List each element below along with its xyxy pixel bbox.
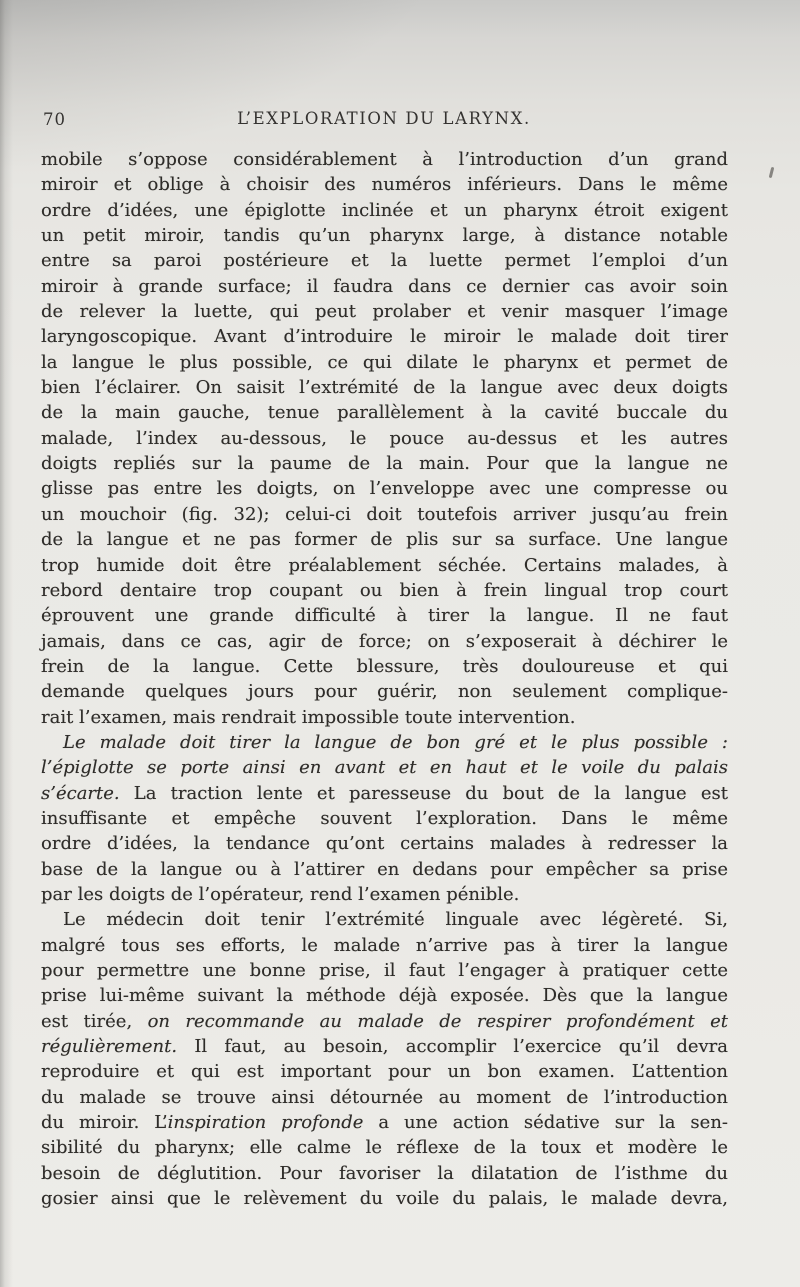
text-segment: trop humide doit être préalablement séchée. Certains malades, à	[41, 554, 728, 576]
text-segment: un mouchoir (fig. 32); celui-ci doit toutefois arriver jusqu’au frein	[41, 503, 728, 525]
text-block	[41, 147, 728, 1211]
italic-text-segment: Le malade doit tirer la langue de bon gré et le plus possible :	[63, 731, 728, 753]
text-line	[41, 1135, 728, 1160]
text-segment: Le médecin doit tenir l’extrémité linguale avec légèreté. Si,	[63, 909, 728, 931]
text-line	[41, 730, 728, 755]
text-segment: jamais, dans ce cas, agir de force; on s’exposerait à déchirer le	[41, 630, 728, 652]
text-line	[41, 1085, 728, 1110]
italic-text-segment: régulièrement.	[41, 1036, 178, 1058]
text-segment: demande quelques jours pour guérir, non seulement complique-	[41, 681, 728, 703]
text-line	[41, 1034, 728, 1059]
text-segment: laryngoscopique. Avant d’introduire le miroir le malade doit tirer	[41, 326, 728, 348]
text-line	[41, 933, 728, 958]
text-segment: par les doigts de l’opérateur, rend l’examen pénible.	[41, 883, 520, 905]
text-segment: glisse pas entre les doigts, on l’enveloppe avec une compresse ou	[41, 478, 728, 500]
text-segment: mobile s’oppose considérablement à l’introduction d’un grand	[41, 149, 728, 170]
text-line	[41, 248, 728, 273]
text-segment: un petit miroir, tandis qu’un pharynx large, à distance notable	[41, 225, 728, 247]
text-line	[41, 198, 728, 223]
text-segment: base de la langue ou à l’attirer en dedans pour empêcher sa prise	[41, 858, 728, 880]
text-line	[41, 476, 728, 501]
text-line	[41, 324, 728, 349]
text-segment: de la main gauche, tenue parallèlement à la cavité buccale du	[41, 402, 728, 424]
text-line	[41, 299, 728, 324]
text-segment: doigts repliés sur la paume de la main. Pour que la langue ne	[41, 453, 728, 475]
text-segment: bien l’éclairer. On saisit l’extrémité de la langue avec deux doigts	[41, 377, 728, 399]
text-segment: de relever la luette, qui peut prolaber et venir masquer l’image	[41, 301, 728, 323]
ink-speck	[769, 167, 775, 178]
text-segment: a une action sédative sur la sen-	[363, 1112, 728, 1134]
text-line	[41, 603, 728, 628]
text-line	[41, 147, 728, 172]
text-segment: frein de la langue. Cette blessure, très douloureuse et qui	[41, 655, 728, 677]
text-line	[41, 755, 728, 780]
text-segment: gosier ainsi que le relèvement du voile du palais, le malade devra,	[41, 1188, 728, 1210]
italic-text-segment: on recommande au malade de respirer profondément et	[147, 1010, 728, 1032]
text-line	[41, 375, 728, 400]
text-line	[41, 527, 728, 552]
italic-text-segment: inspiration profonde	[167, 1112, 364, 1134]
text-line	[41, 1009, 728, 1034]
text-line	[41, 223, 728, 248]
text-segment: entre sa paroi postérieure et la luette permet l’emploi d’un	[41, 250, 728, 272]
text-line	[41, 172, 728, 197]
text-segment: miroir à grande surface; il faudra dans ce dernier cas avoir soin	[41, 275, 728, 297]
text-line	[41, 983, 728, 1008]
text-line	[41, 882, 728, 907]
text-segment: La traction lente et paresseuse du bout de la langue est	[119, 782, 728, 804]
text-line	[41, 502, 728, 527]
text-segment: de la langue et ne pas former de plis sur sa surface. Une langue	[41, 529, 728, 551]
page-number: 70	[43, 110, 66, 129]
text-segment: besoin de déglutition. Pour favoriser la dilatation de l’isthme du	[41, 1162, 728, 1184]
text-segment: ordre d’idées, une épiglotte inclinée et un pharynx étroit exigent	[41, 199, 728, 221]
text-line	[41, 831, 728, 856]
text-segment: insuffisante et empêche souvent l’exploration. Dans le même	[41, 807, 728, 829]
text-segment: éprouvent une grande difficulté à tirer la langue. Il ne faut	[41, 605, 728, 627]
text-line	[41, 857, 728, 882]
text-line	[41, 1161, 728, 1186]
text-line	[41, 553, 728, 578]
text-segment: rait l’examen, mais rendrait impossible toute intervention.	[41, 706, 576, 728]
text-segment: la langue le plus possible, ce qui dilate le pharynx et permet de	[41, 351, 728, 373]
text-line	[41, 578, 728, 603]
text-segment: sibilité du pharynx; elle calme le réflexe de la toux et modère le	[41, 1137, 728, 1159]
text-line	[41, 274, 728, 299]
text-line	[41, 1110, 728, 1135]
text-line	[41, 907, 728, 932]
page-header	[40, 109, 728, 133]
text-line	[41, 629, 728, 654]
text-line	[41, 1059, 728, 1084]
running-title: L’EXPLORATION DU LARYNX.	[237, 109, 531, 128]
text-segment: du malade se trouve ainsi détournée au moment de l’introduction	[41, 1086, 728, 1108]
text-segment: pour permettre une bonne prise, il faut l’engager à pratiquer cette	[41, 960, 728, 981]
text-line	[41, 1186, 728, 1211]
text-line	[41, 350, 728, 375]
text-segment: miroir et oblige à choisir des numéros inférieurs. Dans le même	[41, 174, 728, 196]
text-line	[41, 451, 728, 476]
text-line	[41, 426, 728, 451]
text-line	[41, 705, 728, 730]
text-line	[41, 958, 728, 983]
text-segment: ordre d’idées, la tendance qu’ont certains malades à redresser la	[41, 833, 728, 855]
text-segment: du miroir. L’	[41, 1112, 168, 1134]
text-line	[41, 400, 728, 425]
text-line	[41, 654, 728, 679]
text-segment: est tirée,	[41, 1010, 148, 1032]
italic-text-segment: s’écarte.	[41, 782, 120, 804]
text-segment: Il faut, au besoin, accomplir l’exercice qu’il devra	[177, 1036, 728, 1058]
text-segment: reproduire et qui est important pour un bon examen. L’attention	[41, 1061, 728, 1083]
text-segment: malade, l’index au-dessous, le pouce au-dessus et les autres	[41, 427, 728, 449]
italic-text-segment: l’épiglotte se porte ainsi en avant et en haut et le voile du palais	[41, 757, 728, 779]
text-line	[41, 781, 728, 806]
text-segment: malgré tous ses efforts, le malade n’arrive pas à tirer la langue	[41, 934, 728, 956]
text-segment: prise lui-même suivant la méthode déjà exposée. Dès que la langue	[41, 985, 728, 1007]
text-line	[41, 806, 728, 831]
text-line	[41, 679, 728, 704]
text-segment: rebord dentaire trop coupant ou bien à frein lingual trop court	[41, 579, 728, 601]
